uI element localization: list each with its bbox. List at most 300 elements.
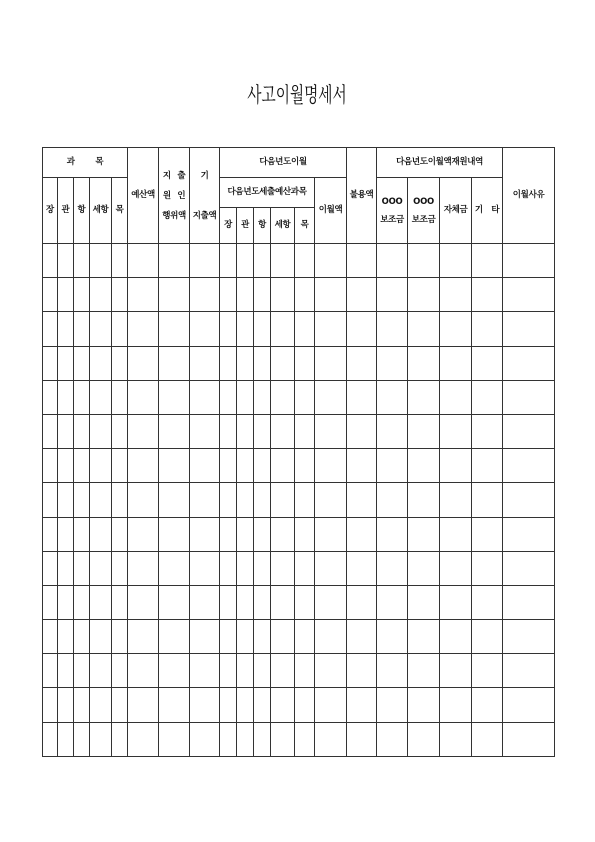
table-cell <box>237 346 254 380</box>
table-cell <box>112 620 128 654</box>
table-cell <box>43 449 58 483</box>
table-cell <box>254 688 271 722</box>
table-cell <box>90 551 112 585</box>
table-cell <box>503 483 555 517</box>
carryover-statement-table <box>42 147 555 757</box>
header-unused-amount: 불용액 <box>347 148 377 244</box>
table-cell <box>159 414 190 448</box>
table-cell <box>295 278 315 312</box>
table-cell <box>128 620 159 654</box>
table-cell <box>472 449 503 483</box>
table-cell <box>440 278 472 312</box>
table-cell <box>295 585 315 619</box>
table-cell <box>377 346 408 380</box>
table-cell <box>159 585 190 619</box>
header-commitment-line-2: 원 인 <box>162 190 186 201</box>
table-row <box>43 654 555 688</box>
table-cell <box>58 517 74 551</box>
table-cell <box>472 722 503 756</box>
header-prior-expenditure-stack <box>190 166 219 226</box>
table-cell <box>408 346 440 380</box>
table-cell <box>43 244 58 278</box>
table-cell <box>237 414 254 448</box>
table-cell <box>190 654 220 688</box>
table-cell <box>220 688 237 722</box>
table-cell <box>472 654 503 688</box>
table-cell <box>271 483 295 517</box>
table-cell <box>503 551 555 585</box>
table-cell <box>440 722 472 756</box>
table-cell <box>58 483 74 517</box>
table-cell <box>408 380 440 414</box>
table-cell <box>271 517 295 551</box>
table-row <box>43 688 555 722</box>
header-subject-mok: 목 <box>112 178 128 244</box>
table-cell <box>315 551 347 585</box>
header-other <box>472 178 503 244</box>
table-cell <box>377 620 408 654</box>
header-subsidy-1-line-2: 보조금 <box>380 214 404 225</box>
header-carryover-group: 다음년도이월 <box>220 148 347 178</box>
table-cell <box>295 517 315 551</box>
table-cell <box>254 346 271 380</box>
table-cell <box>408 688 440 722</box>
table-cell <box>112 449 128 483</box>
table-cell <box>315 244 347 278</box>
table-cell <box>377 722 408 756</box>
header-funding-group: 다음년도이월액재원내역 <box>377 148 503 178</box>
header-next-jang: 장 <box>220 208 237 244</box>
table-row <box>43 551 555 585</box>
table-cell <box>43 278 58 312</box>
table-cell <box>128 346 159 380</box>
table-cell <box>315 449 347 483</box>
table-cell <box>237 244 254 278</box>
table-cell <box>90 449 112 483</box>
table-cell <box>347 585 377 619</box>
table-cell <box>295 688 315 722</box>
table-cell <box>190 414 220 448</box>
table-cell <box>190 620 220 654</box>
table-row <box>43 449 555 483</box>
table-cell <box>58 620 74 654</box>
table-cell <box>159 244 190 278</box>
table-cell <box>315 483 347 517</box>
table-cell <box>112 688 128 722</box>
table-cell <box>237 620 254 654</box>
header-reason: 이월사유 <box>503 148 555 244</box>
header-prior-expenditure-line-2: 지출액 <box>192 210 217 221</box>
table-cell <box>271 449 295 483</box>
table-cell <box>503 346 555 380</box>
table-cell <box>190 585 220 619</box>
table-cell <box>440 312 472 346</box>
table-cell <box>472 620 503 654</box>
table-cell <box>112 278 128 312</box>
header-subsidy-2-line-1: OOO <box>413 196 434 207</box>
table-cell <box>237 278 254 312</box>
header-row-2 <box>43 178 555 208</box>
table-cell <box>220 244 237 278</box>
table-cell <box>220 483 237 517</box>
page-title-text: 사고이월명세서 <box>247 83 348 107</box>
table-cell <box>128 483 159 517</box>
table-cell <box>408 722 440 756</box>
table-cell <box>90 654 112 688</box>
header-subject-group-label: 과 목 <box>66 157 104 167</box>
table-cell <box>74 483 90 517</box>
table-cell <box>237 312 254 346</box>
table-cell <box>271 585 295 619</box>
table-cell <box>43 551 58 585</box>
table-cell <box>503 722 555 756</box>
table-cell <box>43 483 58 517</box>
table-cell <box>408 551 440 585</box>
table-cell <box>58 551 74 585</box>
table-cell <box>315 585 347 619</box>
table-cell <box>74 312 90 346</box>
table-cell <box>159 654 190 688</box>
table-cell <box>43 585 58 619</box>
table-cell <box>271 722 295 756</box>
table-cell <box>315 722 347 756</box>
header-subject-jang: 장 <box>43 178 58 244</box>
table-cell <box>347 414 377 448</box>
table-cell <box>190 244 220 278</box>
table-cell <box>472 346 503 380</box>
table-cell <box>74 654 90 688</box>
table-cell <box>220 449 237 483</box>
table-cell <box>220 346 237 380</box>
table-cell <box>90 688 112 722</box>
table-cell <box>254 620 271 654</box>
table-cell <box>295 620 315 654</box>
table-cell <box>295 654 315 688</box>
header-other-label: 기 타 <box>474 205 500 215</box>
table-cell <box>440 414 472 448</box>
table-cell <box>220 312 237 346</box>
table-cell <box>271 620 295 654</box>
table-cell <box>503 414 555 448</box>
table-cell <box>347 654 377 688</box>
table-cell <box>58 585 74 619</box>
table-cell <box>128 585 159 619</box>
table-cell <box>128 722 159 756</box>
page-title <box>0 81 595 109</box>
table-cell <box>295 346 315 380</box>
table-row <box>43 414 555 448</box>
table-cell <box>347 551 377 585</box>
table-cell <box>190 722 220 756</box>
table-cell <box>220 517 237 551</box>
table-cell <box>190 483 220 517</box>
table-cell <box>315 278 347 312</box>
table-cell <box>159 722 190 756</box>
table-cell <box>377 414 408 448</box>
table-cell <box>408 517 440 551</box>
table-cell <box>472 517 503 551</box>
table-cell <box>159 517 190 551</box>
table-cell <box>377 517 408 551</box>
table-cell <box>440 688 472 722</box>
table-cell <box>90 483 112 517</box>
table-cell <box>237 551 254 585</box>
table-cell <box>347 244 377 278</box>
table-cell <box>112 483 128 517</box>
table-cell <box>43 654 58 688</box>
table-cell <box>254 585 271 619</box>
header-own-funds: 자체금 <box>440 178 472 244</box>
table-cell <box>128 449 159 483</box>
table-cell <box>58 414 74 448</box>
table-cell <box>254 312 271 346</box>
table-cell <box>408 654 440 688</box>
table-cell <box>254 380 271 414</box>
table-cell <box>295 380 315 414</box>
table-cell <box>128 414 159 448</box>
table-cell <box>271 244 295 278</box>
table-cell <box>220 585 237 619</box>
table-cell <box>74 414 90 448</box>
table-cell <box>237 654 254 688</box>
table-cell <box>254 483 271 517</box>
table-cell <box>472 380 503 414</box>
table-cell <box>472 688 503 722</box>
table-cell <box>112 312 128 346</box>
header-next-hang: 항 <box>254 208 271 244</box>
table-row <box>43 620 555 654</box>
table-cell <box>74 722 90 756</box>
table-cell <box>74 688 90 722</box>
table-cell <box>90 244 112 278</box>
table-cell <box>295 551 315 585</box>
table-cell <box>503 585 555 619</box>
table-cell <box>472 483 503 517</box>
table-cell <box>254 654 271 688</box>
table-cell <box>295 722 315 756</box>
table-cell <box>74 517 90 551</box>
table-cell <box>58 449 74 483</box>
table-cell <box>377 551 408 585</box>
table-cell <box>90 346 112 380</box>
table-cell <box>190 517 220 551</box>
table-cell <box>90 278 112 312</box>
header-budget: 예산액 <box>128 148 159 244</box>
table-cell <box>74 346 90 380</box>
table-cell <box>347 346 377 380</box>
table-cell <box>43 688 58 722</box>
header-subject-gwan: 관 <box>58 178 74 244</box>
table-cell <box>408 312 440 346</box>
table-cell <box>503 449 555 483</box>
table-cell <box>190 688 220 722</box>
table-cell <box>377 654 408 688</box>
table-cell <box>43 620 58 654</box>
table-cell <box>112 722 128 756</box>
table-cell <box>43 346 58 380</box>
table-cell <box>159 312 190 346</box>
table-cell <box>190 312 220 346</box>
table-cell <box>254 278 271 312</box>
table-cell <box>220 620 237 654</box>
table-cell <box>112 414 128 448</box>
table-cell <box>43 414 58 448</box>
table-cell <box>112 551 128 585</box>
table-cell <box>271 414 295 448</box>
header-subsidy-2 <box>408 178 440 244</box>
table-row <box>43 517 555 551</box>
table-cell <box>237 585 254 619</box>
table-cell <box>347 278 377 312</box>
table-cell <box>90 414 112 448</box>
table-cell <box>112 585 128 619</box>
table-header <box>43 148 555 244</box>
table-cell <box>377 585 408 619</box>
table-body <box>43 244 555 757</box>
table-cell <box>190 278 220 312</box>
table-cell <box>315 312 347 346</box>
table-cell <box>347 380 377 414</box>
table-cell <box>220 551 237 585</box>
table-cell <box>408 244 440 278</box>
table-cell <box>237 688 254 722</box>
table-cell <box>408 483 440 517</box>
table-cell <box>254 244 271 278</box>
header-next-gwan: 관 <box>237 208 254 244</box>
table-cell <box>220 278 237 312</box>
table-cell <box>440 244 472 278</box>
table-cell <box>271 380 295 414</box>
table-cell <box>58 654 74 688</box>
table-cell <box>74 380 90 414</box>
table-cell <box>159 483 190 517</box>
table-cell <box>128 551 159 585</box>
table-cell <box>74 244 90 278</box>
table-cell <box>472 585 503 619</box>
table-cell <box>271 278 295 312</box>
table-cell <box>347 449 377 483</box>
table-cell <box>503 688 555 722</box>
header-subsidy-1 <box>377 178 408 244</box>
table-cell <box>220 722 237 756</box>
table-cell <box>220 654 237 688</box>
table-cell <box>503 517 555 551</box>
table-cell <box>503 380 555 414</box>
table-cell <box>440 620 472 654</box>
table-cell <box>90 517 112 551</box>
header-prior-expenditure <box>190 148 220 244</box>
table-cell <box>128 278 159 312</box>
header-subject-hang: 항 <box>74 178 90 244</box>
table-cell <box>347 483 377 517</box>
table-cell <box>377 688 408 722</box>
table-cell <box>112 346 128 380</box>
table-cell <box>90 380 112 414</box>
table-cell <box>503 654 555 688</box>
table-cell <box>190 380 220 414</box>
table-cell <box>74 551 90 585</box>
table-cell <box>254 449 271 483</box>
table-cell <box>347 620 377 654</box>
table-cell <box>472 244 503 278</box>
table-cell <box>159 449 190 483</box>
table-cell <box>254 722 271 756</box>
table-cell <box>440 585 472 619</box>
table-cell <box>347 722 377 756</box>
table-cell <box>295 414 315 448</box>
table-cell <box>377 312 408 346</box>
table-row <box>43 312 555 346</box>
table-cell <box>315 620 347 654</box>
table-cell <box>377 380 408 414</box>
table-cell <box>58 244 74 278</box>
table-cell <box>347 688 377 722</box>
table-cell <box>237 517 254 551</box>
table-cell <box>159 688 190 722</box>
header-next-mok: 목 <box>295 208 315 244</box>
table-cell <box>295 244 315 278</box>
table-cell <box>503 278 555 312</box>
table-cell <box>440 380 472 414</box>
table-cell <box>472 278 503 312</box>
table-cell <box>159 620 190 654</box>
header-commitment-line-3: 행위액 <box>162 210 186 221</box>
table-cell <box>295 483 315 517</box>
header-next-year-subject-group: 다음년도세출예산과목 <box>220 178 315 208</box>
table-cell <box>237 483 254 517</box>
table-cell <box>90 722 112 756</box>
table-cell <box>128 244 159 278</box>
table-cell <box>128 654 159 688</box>
table-cell <box>74 449 90 483</box>
header-subject-group <box>43 148 128 178</box>
table-cell <box>440 517 472 551</box>
table-cell <box>58 722 74 756</box>
table-cell <box>377 244 408 278</box>
table-cell <box>43 517 58 551</box>
table-cell <box>315 654 347 688</box>
header-subject-sehang: 세항 <box>90 178 112 244</box>
table-cell <box>43 312 58 346</box>
table-cell <box>159 380 190 414</box>
table-cell <box>254 414 271 448</box>
header-subsidy-2-line-2: 보조금 <box>411 214 436 225</box>
table-cell <box>271 688 295 722</box>
table-cell <box>472 312 503 346</box>
header-subsidy-1-stack <box>377 193 407 229</box>
header-commitment-line-1: 지 출 <box>162 170 186 181</box>
table-cell <box>440 483 472 517</box>
table-cell <box>58 380 74 414</box>
table-cell <box>440 551 472 585</box>
table-cell <box>440 654 472 688</box>
header-row-1 <box>43 148 555 178</box>
table-cell <box>271 312 295 346</box>
table-cell <box>159 551 190 585</box>
table-cell <box>190 449 220 483</box>
table-cell <box>377 483 408 517</box>
table-row <box>43 346 555 380</box>
table-cell <box>112 654 128 688</box>
header-next-sehang: 세항 <box>271 208 295 244</box>
table-cell <box>408 278 440 312</box>
table-cell <box>112 380 128 414</box>
table-cell <box>220 414 237 448</box>
table-cell <box>58 312 74 346</box>
table-cell <box>315 380 347 414</box>
table-cell <box>295 449 315 483</box>
table-cell <box>112 517 128 551</box>
